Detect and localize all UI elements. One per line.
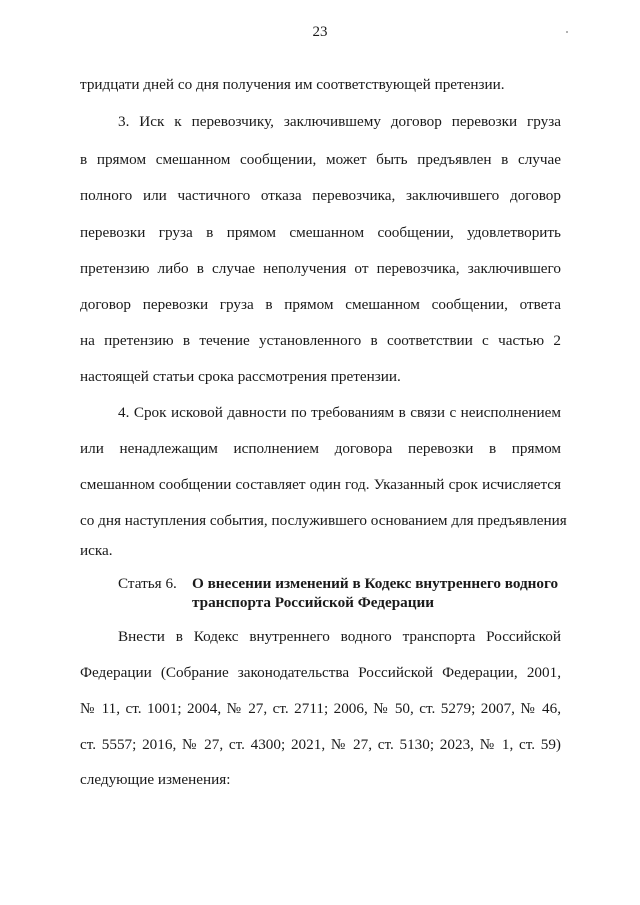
paragraph-4-line: со дня наступления события, послужившего основанием для предъявления [80, 512, 567, 529]
article-title-line: О внесении изменений в Кодекс внутреннего водного [192, 575, 559, 592]
paragraph-4-line: или ненадлежащим исполнением договора перевозки в прямом [80, 440, 561, 457]
amendment-line: Внести в Кодекс внутреннего водного транспорта Российской [118, 628, 561, 645]
paragraph-3-line: перевозки груза в прямом смешанном сообщении, удовлетворить [80, 224, 561, 241]
paragraph-3-line: полного или частичного отказа перевозчика, заключившего договор [80, 187, 561, 204]
scan-dot [566, 31, 568, 33]
paragraph-4-line: смешанном сообщении составляет один год. Указанный срок исчисляется [80, 476, 561, 493]
paragraph-3-line: договор перевозки груза в прямом смешанном сообщении, ответа [80, 296, 561, 313]
paragraph-3-line: настоящей статьи срока рассмотрения претензии. [80, 368, 401, 385]
paragraph-3-line: 3. Иск к перевозчику, заключившему договор перевозки груза [118, 113, 561, 130]
page-number: 23 [312, 24, 328, 40]
paragraph-3-line: претензию либо в случае неполучения от перевозчика, заключившего [80, 260, 561, 277]
amendment-line: Федерации (Собрание законодательства Российской Федерации, 2001, [80, 664, 561, 681]
amendment-line: ст. 5557; 2016, № 27, ст. 4300; 2021, № 27, ст. 5130; 2023, № 1, ст. 59) [80, 736, 561, 753]
amendment-line: № 11, ст. 1001; 2004, № 27, ст. 2711; 2006, № 50, ст. 5279; 2007, № 46, [80, 700, 561, 717]
amendment-line: следующие изменения: [80, 771, 231, 788]
article-title-line: транспорта Российской Федерации [192, 594, 435, 611]
paragraph-3-line: на претензию в течение установленного в соответствии с частью 2 [80, 332, 561, 349]
paragraph-3-line: в прямом смешанном сообщении, может быть предъявлен в случае [80, 151, 561, 168]
paragraph-4-line: иска. [80, 542, 113, 559]
article-label: Статья 6. [118, 575, 177, 592]
text-line: тридцати дней со дня получения им соответствующей претензии. [80, 76, 505, 93]
paragraph-4-line: 4. Срок исковой давности по требованиям в связи с неисполнением [118, 404, 561, 421]
